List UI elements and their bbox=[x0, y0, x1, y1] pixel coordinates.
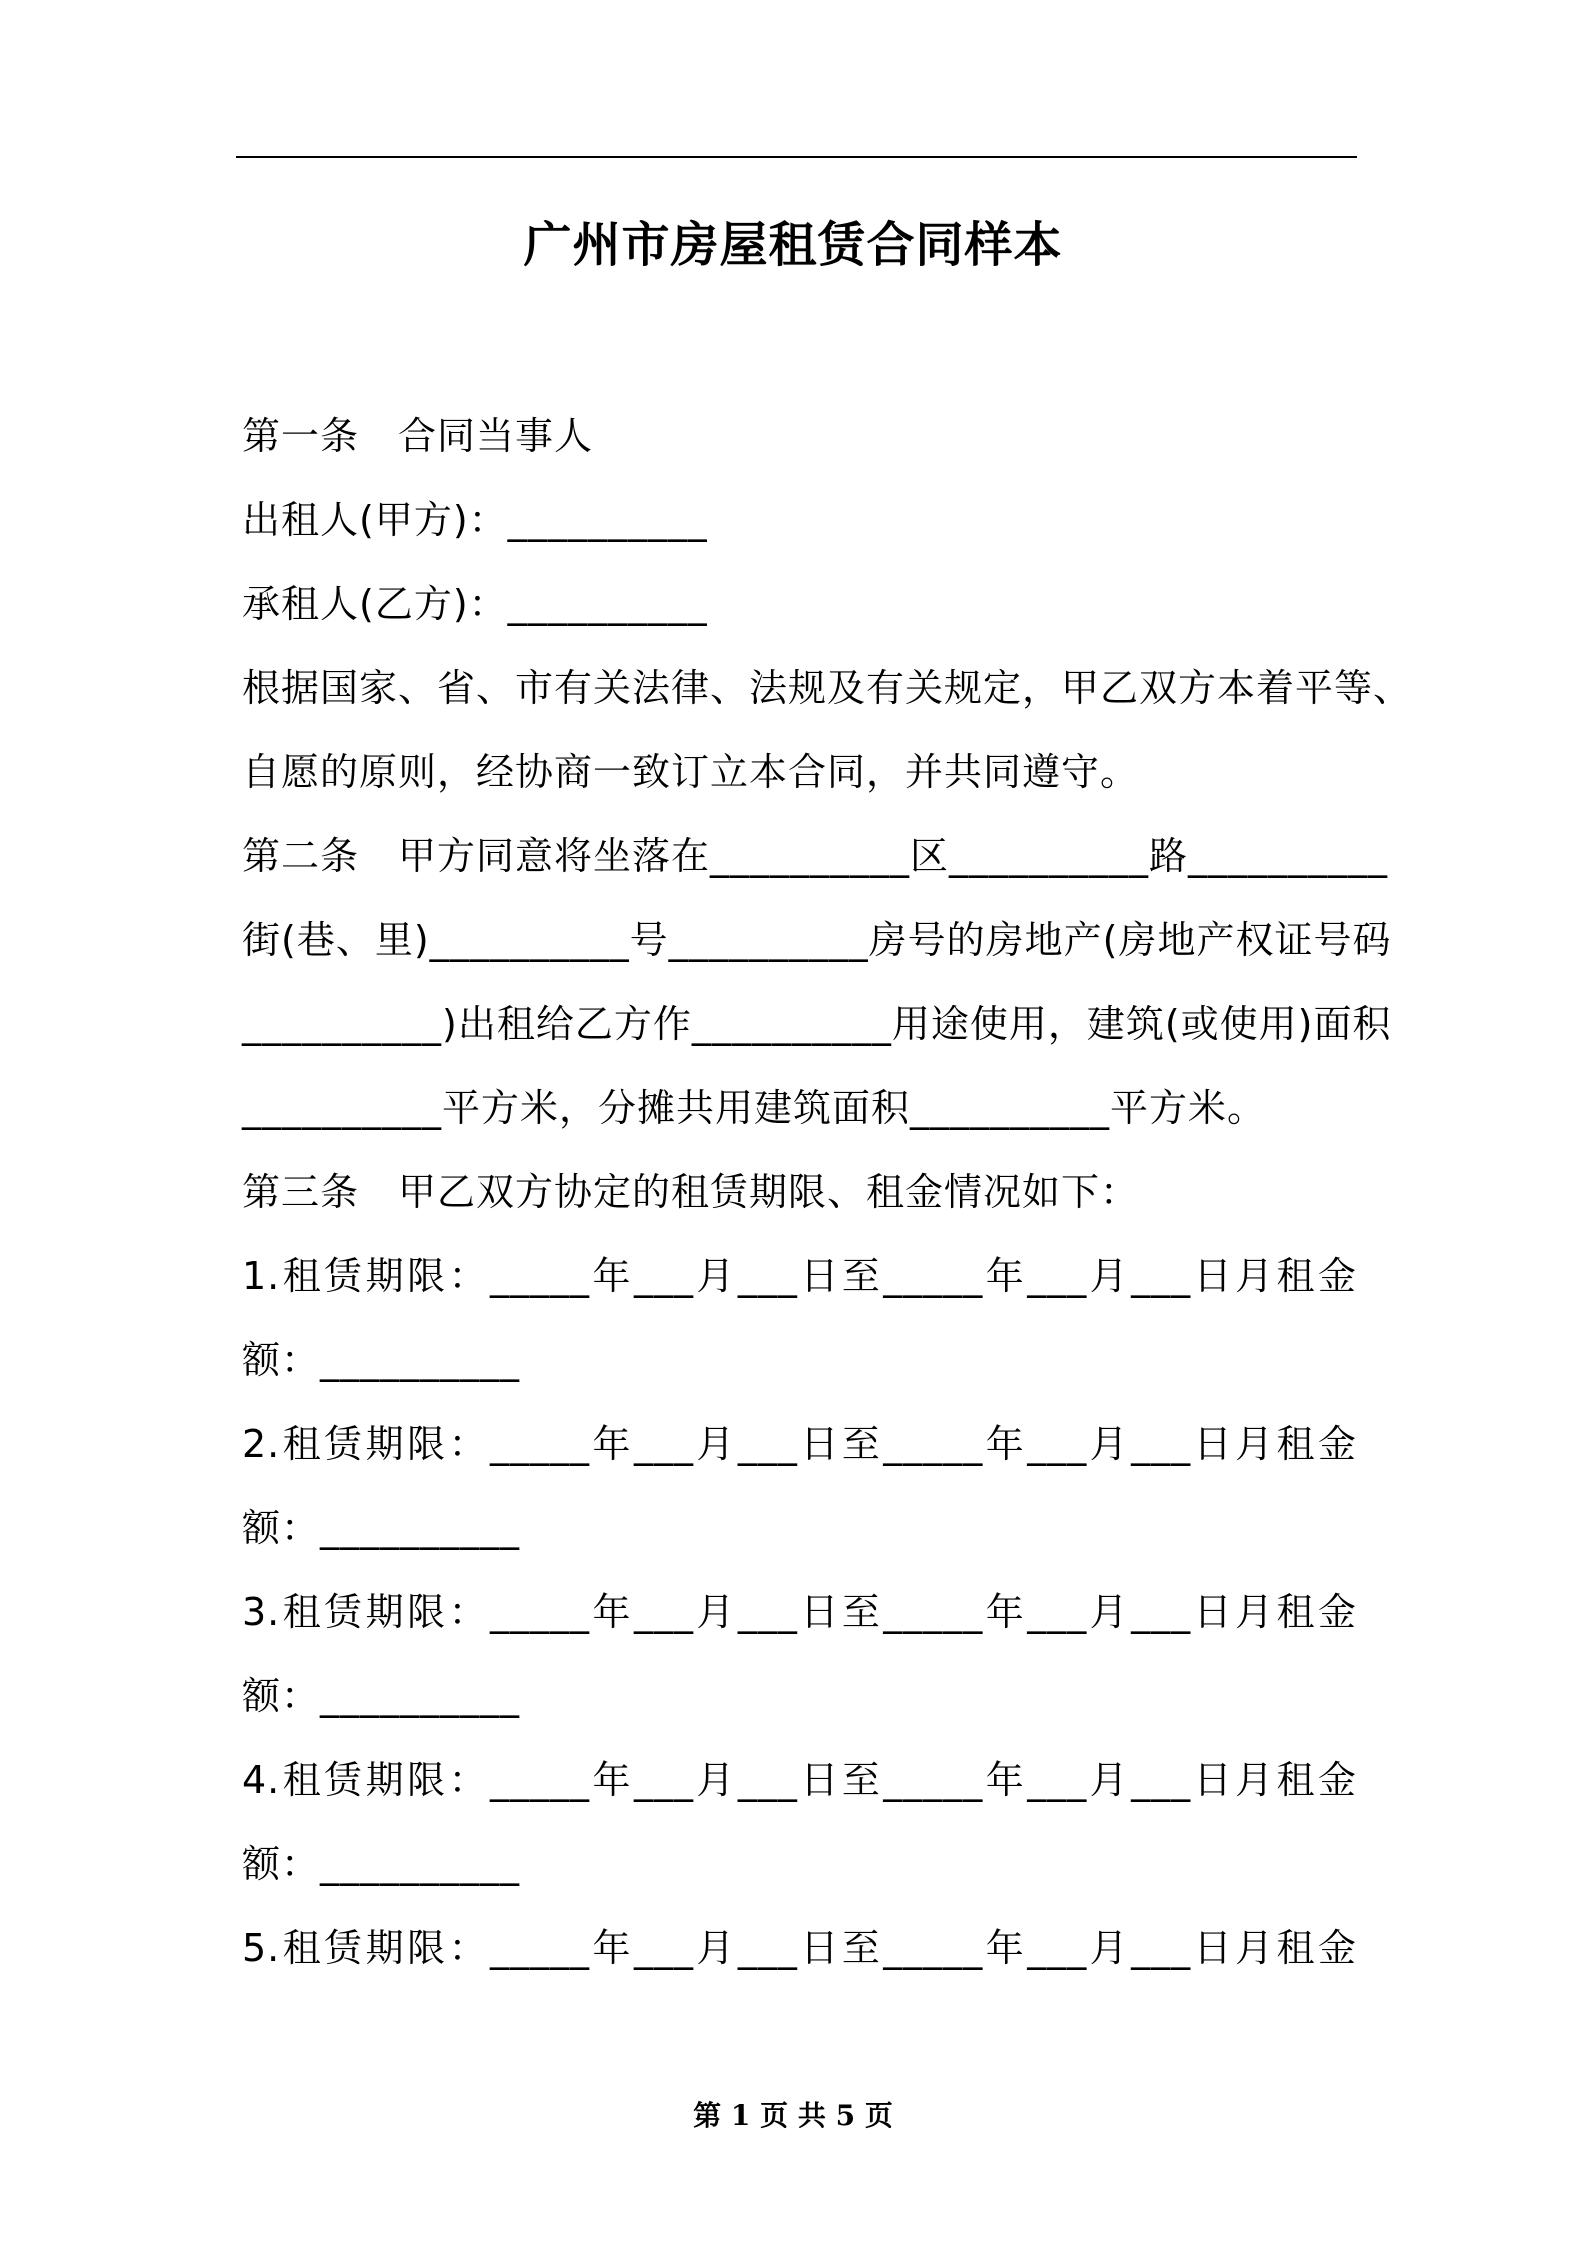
article-2-line-1: 第二条 甲方同意将坐落在__________区__________路__________ bbox=[242, 834, 1389, 878]
page-number: 第 1 页 共 5 页 bbox=[693, 2099, 893, 2132]
preamble-line-2: 自愿的原则，经协商一致订立本合同，并共同遵守。 bbox=[242, 750, 1140, 794]
header-rule bbox=[236, 156, 1357, 158]
lessee-line: 承租人(乙方)：__________ bbox=[242, 582, 708, 626]
lease-amount-4: 额：__________ bbox=[242, 1842, 521, 1886]
article-2-line-3: __________)出租给乙方作__________用途使用，建筑(或使用)面积 bbox=[242, 1002, 1392, 1046]
lease-amount-2: 额：__________ bbox=[242, 1506, 521, 1550]
article-2-line-4: __________平方米，分摊共用建筑面积__________平方米。 bbox=[242, 1086, 1267, 1130]
article-2-line-2: 街(巷、里)__________号__________房号的房地产(房地产权证号码 bbox=[242, 918, 1392, 962]
lease-term-2: 2.租赁期限：_____年___月___日至_____年___月___日月租金 bbox=[242, 1422, 1357, 1466]
article-1-heading: 第一条 合同当事人 bbox=[242, 414, 594, 458]
lease-amount-3: 额：__________ bbox=[242, 1674, 521, 1718]
preamble-line-1: 根据国家、省、市有关法律、法规及有关规定，甲乙双方本着平等、 bbox=[242, 666, 1413, 710]
lessor-line: 出租人(甲方)：__________ bbox=[242, 498, 708, 542]
document-title: 广州市房屋租赁合同样本 bbox=[523, 217, 1063, 273]
lease-term-5: 5.租赁期限：_____年___月___日至_____年___月___日月租金 bbox=[242, 1926, 1357, 1970]
lease-term-4: 4.租赁期限：_____年___月___日至_____年___月___日月租金 bbox=[242, 1758, 1357, 1802]
lease-term-3: 3.租赁期限：_____年___月___日至_____年___月___日月租金 bbox=[242, 1590, 1357, 1634]
lease-term-1: 1.租赁期限：_____年___月___日至_____年___月___日月租金 bbox=[242, 1254, 1357, 1298]
article-3-heading: 第三条 甲乙双方协定的租赁期限、租金情况如下： bbox=[242, 1170, 1140, 1214]
lease-amount-1: 额：__________ bbox=[242, 1338, 521, 1382]
